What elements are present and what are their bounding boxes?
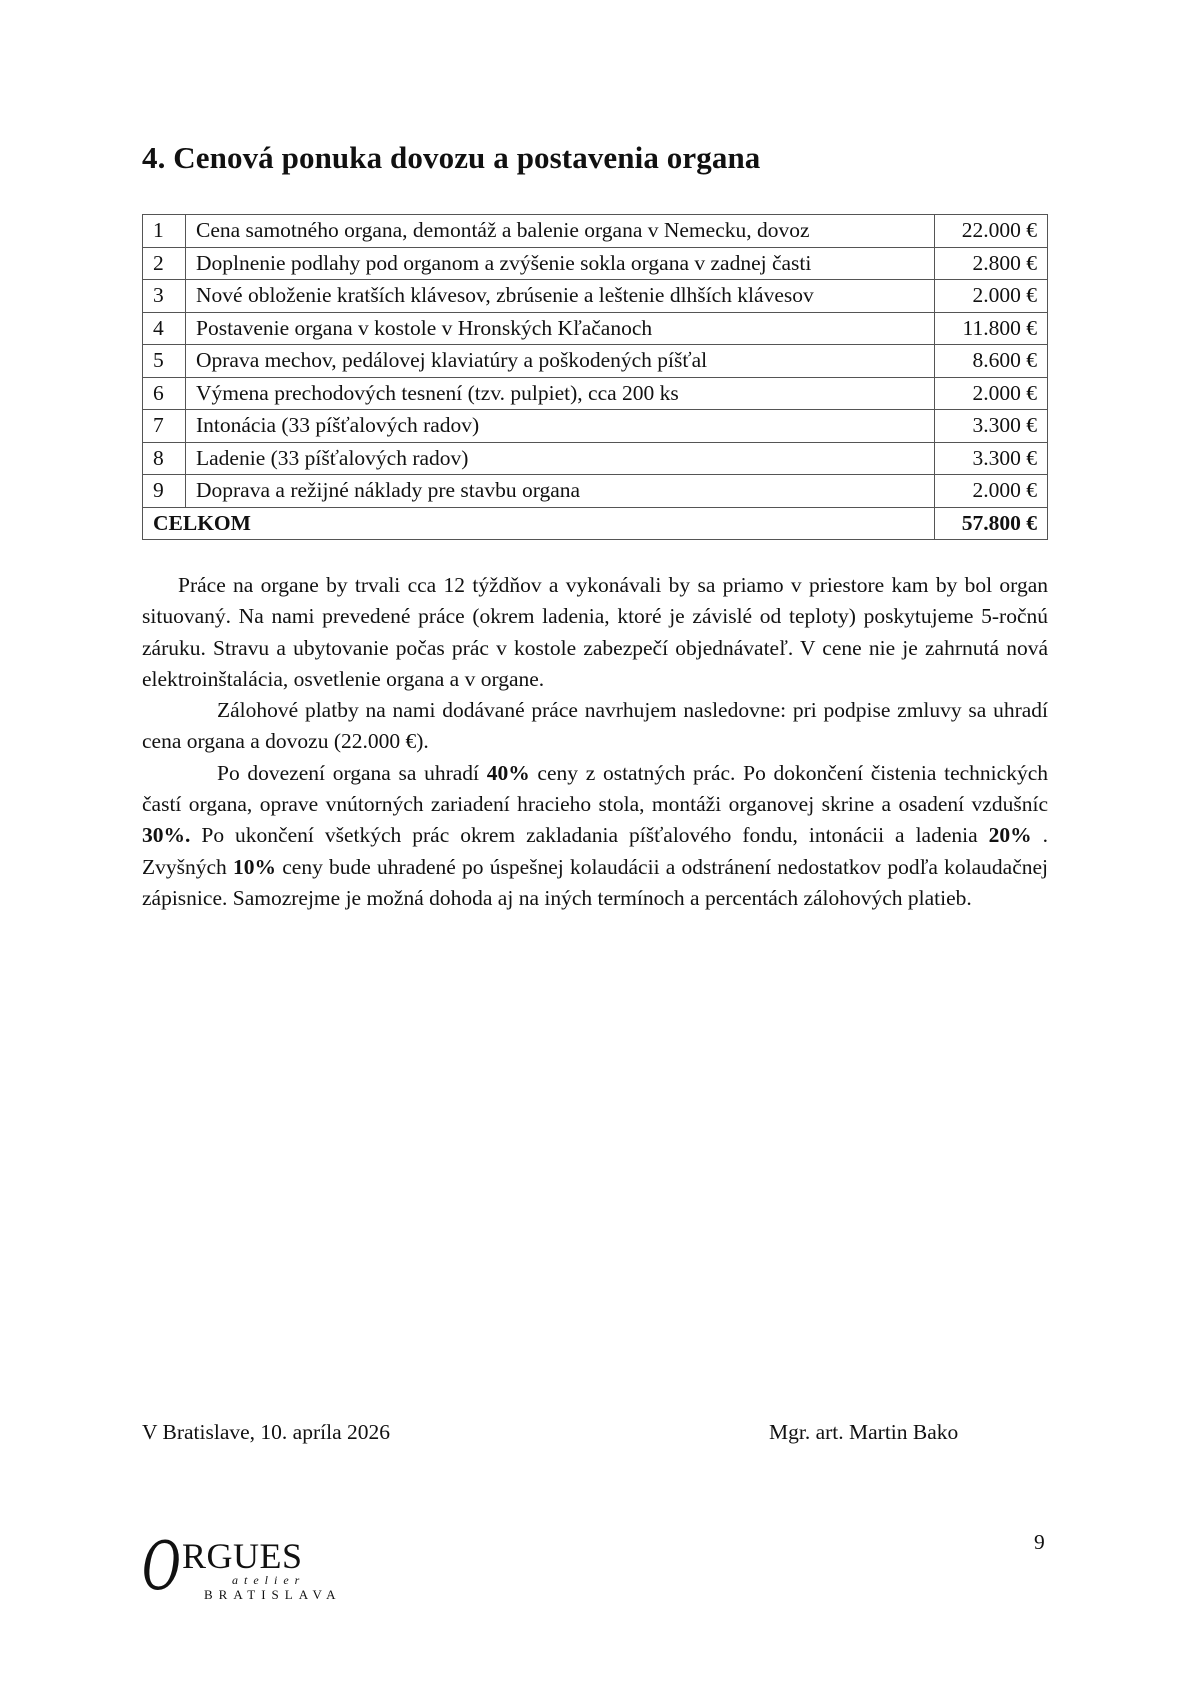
table-row bbox=[143, 312, 1048, 345]
table-row bbox=[143, 247, 1048, 280]
row-description: Postavenie organa v kostole v Hronských Kľačanoch bbox=[186, 312, 935, 345]
row-number: 4 bbox=[143, 312, 186, 345]
text-run: . Zvyšných bbox=[142, 823, 1048, 879]
row-description: Nové obloženie kratších klávesov, zbrúsenie a leštenie dlhších klávesov bbox=[186, 280, 935, 313]
row-amount: 8.600 € bbox=[935, 345, 1048, 378]
percent-20: 20% bbox=[988, 823, 1032, 848]
paragraph-advance-payments: Zálohové platby na nami dodávané práce navrhujem nasledovne: pri podpise zmluvy sa uhradí cena organa a dovozu (22.000 €). bbox=[142, 698, 1048, 754]
table-row bbox=[143, 377, 1048, 410]
paragraph-payment-schedule bbox=[142, 758, 1048, 914]
table-row bbox=[143, 345, 1048, 378]
section-title: 4. Cenová ponuka dovozu a postavenia organa bbox=[142, 140, 761, 175]
percent-30: 30%. bbox=[142, 823, 191, 848]
row-number: 7 bbox=[143, 410, 186, 443]
row-amount: 2.000 € bbox=[935, 475, 1048, 508]
text-run: ceny bude uhradené po úspešnej kolaudácii a odstránení nedostatkov podľa kolaudačnej zápisnice. Samozrejme je možná dohoda aj na iných termínoch a percentách zálohových platieb. bbox=[142, 854, 1049, 910]
table-row bbox=[143, 410, 1048, 443]
logo-subtitle: atelier bbox=[232, 1573, 306, 1587]
row-amount: 22.000 € bbox=[935, 215, 1048, 248]
row-number: 6 bbox=[143, 377, 186, 410]
row-amount: 2.800 € bbox=[935, 247, 1048, 280]
row-description: Ladenie (33 píšťalových radov) bbox=[186, 442, 935, 475]
row-amount: 2.000 € bbox=[935, 280, 1048, 313]
page-number: 9 bbox=[1034, 1530, 1045, 1554]
row-description: Cena samotného organa, demontáž a balenie organa v Nemecku, dovoz bbox=[186, 215, 935, 248]
row-amount: 2.000 € bbox=[935, 377, 1048, 410]
percent-10: 10% bbox=[233, 854, 277, 879]
row-number: 8 bbox=[143, 442, 186, 475]
row-description: Intonácia (33 píšťalových radov) bbox=[186, 410, 935, 443]
text-run: Po ukončení všetkých prác okrem zakladania píšťalového fondu, intonácii a ladenia bbox=[190, 823, 989, 848]
place-date: V Bratislave, 10. apríla 2026 bbox=[142, 1420, 390, 1444]
table-row bbox=[143, 442, 1048, 475]
table-row bbox=[143, 475, 1048, 508]
row-number: 9 bbox=[143, 475, 186, 508]
row-number: 1 bbox=[143, 215, 186, 248]
total-label: CELKOM bbox=[143, 507, 935, 540]
percent-40: 40% bbox=[486, 760, 530, 785]
body-text bbox=[142, 570, 1048, 914]
row-amount: 3.300 € bbox=[935, 442, 1048, 475]
signature-name: Mgr. art. Martin Bako bbox=[769, 1420, 959, 1444]
table-row bbox=[143, 280, 1048, 313]
row-description: Doplnenie podlahy pod organom a zvýšenie sokla organa v zadnej časti bbox=[186, 247, 935, 280]
table-row bbox=[143, 215, 1048, 248]
logo-name: RGUES bbox=[182, 1536, 303, 1576]
text-run: Po dovezení organa sa uhradí bbox=[217, 760, 487, 785]
row-description: Výmena prechodových tesnení (tzv. pulpiet), cca 200 ks bbox=[186, 377, 935, 410]
total-amount: 57.800 € bbox=[935, 507, 1048, 540]
row-amount: 3.300 € bbox=[935, 410, 1048, 443]
row-description: Doprava a režijné náklady pre stavbu organa bbox=[186, 475, 935, 508]
price-table bbox=[142, 214, 1048, 540]
row-number: 2 bbox=[143, 247, 186, 280]
logo-initial: O bbox=[142, 1528, 181, 1605]
text-run: ceny z ostatných prác. Po dokončení čistenia technických častí organa, oprave vnútorných zariadení hracieho stola, montáži organovej skrine a osadení vzdušníc bbox=[142, 760, 1048, 817]
row-description: Oprava mechov, pedálovej klaviatúry a poškodených píšťal bbox=[186, 345, 935, 378]
total-row bbox=[143, 507, 1048, 540]
logo-city: BRATISLAVA bbox=[204, 1587, 342, 1602]
row-number: 3 bbox=[143, 280, 186, 313]
row-number: 5 bbox=[143, 345, 186, 378]
orgues-logo bbox=[142, 1528, 352, 1608]
row-amount: 11.800 € bbox=[935, 312, 1048, 345]
paragraph-duration-warranty: Práce na organe by trvali cca 12 týždňov a vykonávali by sa priamo v priestore kam by bol organ situovaný. Na nami prevedené práce (okrem ladenia, ktoré je závislé od teploty) poskytujeme 5-ročnú záruku. Stravu a ubytovanie počas prác v kostole zabezpečí objednávateľ. V cene nie je zahrnutá nová elektroinštalácia, osvetlenie organa a v organe. bbox=[142, 573, 1048, 691]
